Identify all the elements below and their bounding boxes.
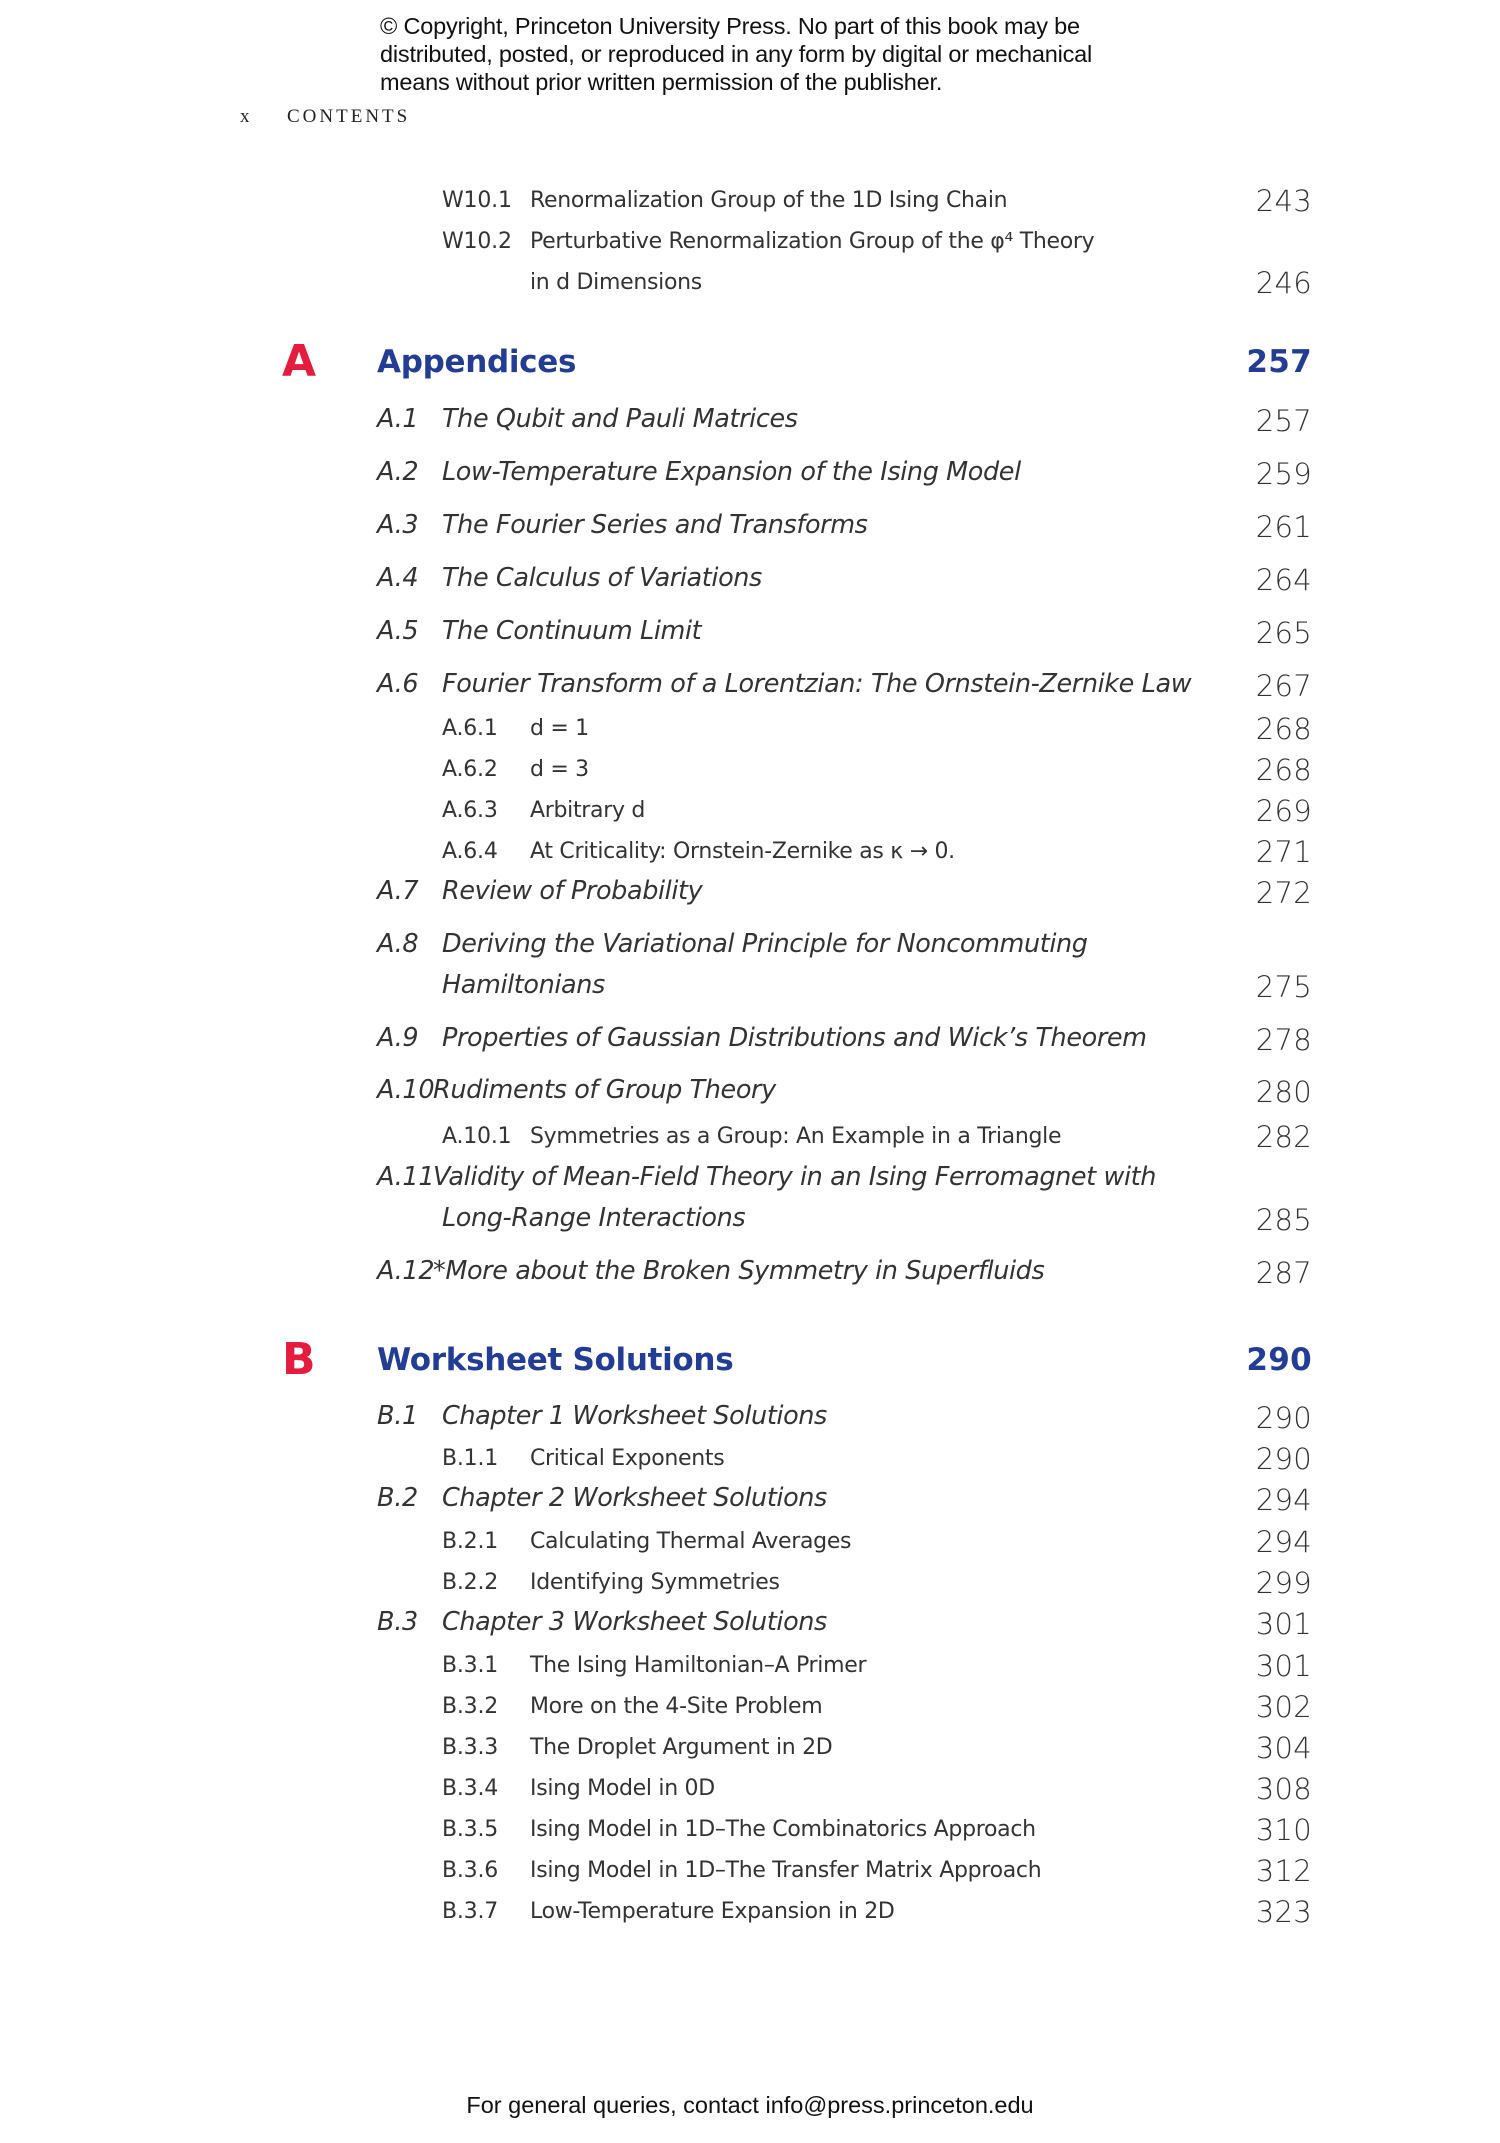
entry-number: A.7 <box>377 876 419 906</box>
entry-number: B.1 <box>377 1401 418 1431</box>
entry-number: B.3.6 <box>442 1858 499 1883</box>
entry-page: 280 <box>1255 1075 1312 1109</box>
copyright-line: means without prior written permission of the publisher. <box>380 69 943 95</box>
chapter-page: 290 <box>1246 1342 1312 1378</box>
entry-number: A.1 <box>377 404 419 434</box>
entry-page: 294 <box>1255 1525 1312 1559</box>
chapter-letter: B <box>282 1334 316 1385</box>
entry-page: 268 <box>1255 753 1312 787</box>
entry-title: Renormalization Group of the 1D Ising Chain <box>530 188 1008 213</box>
entry-number: B.3.7 <box>442 1899 499 1924</box>
entry-title: The Continuum Limit <box>442 616 702 646</box>
entry-title-continued: in d Dimensions <box>530 270 702 295</box>
entry-title-continued: Hamiltonians <box>442 970 605 1000</box>
entry-number: B.3 <box>377 1607 418 1637</box>
chapter-letter: A <box>282 336 317 387</box>
entry-page: 302 <box>1255 1690 1312 1724</box>
entry-page: 294 <box>1255 1483 1312 1517</box>
copyright-line: distributed, posted, or reproduced in any form by digital or mechanical <box>380 41 1093 67</box>
footer-contact: For general queries, contact info@press.princeton.edu <box>466 2092 1034 2118</box>
entry-title: Validity of Mean-Field Theory in an Ising Ferromagnet with <box>433 1162 1156 1192</box>
entry-title: Review of Probability <box>442 876 703 906</box>
entry-page: 290 <box>1255 1401 1312 1435</box>
entry-title: d = 1 <box>530 716 589 741</box>
entry-number: A.6.4 <box>442 839 498 864</box>
entry-page: 272 <box>1255 876 1312 910</box>
copyright-notice <box>380 12 1180 96</box>
entry-title: Calculating Thermal Averages <box>530 1529 852 1554</box>
entry-number: A.3 <box>377 510 419 540</box>
entry-title: Deriving the Variational Principle for Noncommuting <box>442 929 1088 959</box>
entry-page: 264 <box>1255 563 1312 597</box>
entry-number: B.3.4 <box>442 1776 499 1801</box>
entry-page: 268 <box>1255 712 1312 746</box>
entry-number: A.6.2 <box>442 757 498 782</box>
entry-page: 299 <box>1255 1566 1312 1600</box>
running-title: CONTENTS <box>287 106 411 127</box>
entry-page: 310 <box>1255 1813 1312 1847</box>
entry-title: The Droplet Argument in 2D <box>530 1735 833 1760</box>
entry-title: The Ising Hamiltonian–A Primer <box>530 1653 867 1678</box>
entry-title: The Qubit and Pauli Matrices <box>442 404 798 434</box>
chapter-title: Appendices <box>377 344 577 380</box>
entry-page: 285 <box>1255 1203 1312 1237</box>
entry-page: 267 <box>1255 669 1312 703</box>
entry-number: B.3.3 <box>442 1735 499 1760</box>
entry-title: Identifying Symmetries <box>530 1570 780 1595</box>
entry-title: At Criticality: Ornstein-Zernike as κ → 0. <box>530 839 955 864</box>
entry-number: A.4 <box>377 563 419 593</box>
entry-title: Ising Model in 1D–The Combinatorics Approach <box>530 1817 1036 1842</box>
entry-page: 246 <box>1255 266 1312 300</box>
entry-number: A.10.1 <box>442 1124 512 1149</box>
entry-number: A.6.3 <box>442 798 498 823</box>
entry-number: A.8 <box>377 929 419 959</box>
entry-title: Properties of Gaussian Distributions and Wick’s Theorem <box>442 1023 1147 1053</box>
entry-number: A.12 <box>377 1256 435 1286</box>
entry-number: A.2 <box>377 457 419 487</box>
entry-page: 301 <box>1255 1607 1312 1641</box>
entry-page: 282 <box>1255 1120 1312 1154</box>
chapter-page: 257 <box>1246 344 1312 380</box>
entry-page: 259 <box>1255 457 1312 491</box>
entry-number: A.5 <box>377 616 419 646</box>
entry-number: W10.1 <box>442 188 512 213</box>
entry-title: Chapter 2 Worksheet Solutions <box>442 1483 827 1513</box>
entry-title: Arbitrary d <box>530 798 646 823</box>
entry-page: 287 <box>1255 1256 1312 1290</box>
entry-number: B.1.1 <box>442 1446 499 1471</box>
entry-title: Ising Model in 1D–The Transfer Matrix Approach <box>530 1858 1042 1883</box>
entry-title: Chapter 1 Worksheet Solutions <box>442 1401 827 1431</box>
running-head <box>240 106 410 128</box>
entry-page: 269 <box>1255 794 1312 828</box>
entry-page: 261 <box>1255 510 1312 544</box>
entry-number: B.2.2 <box>442 1570 499 1595</box>
entry-page: 271 <box>1255 835 1312 869</box>
entry-page: 290 <box>1255 1442 1312 1476</box>
entry-title: Critical Exponents <box>530 1446 725 1471</box>
page-folio: x <box>240 106 253 127</box>
chapter-title: Worksheet Solutions <box>377 1342 734 1378</box>
entry-number: W10.2 <box>442 229 512 254</box>
entry-title: Low-Temperature Expansion in 2D <box>530 1899 895 1924</box>
entry-title: Symmetries as a Group: An Example in a Triangle <box>530 1124 1062 1149</box>
entry-page: 304 <box>1255 1731 1312 1765</box>
entry-number: B.3.5 <box>442 1817 499 1842</box>
entry-title: The Fourier Series and Transforms <box>442 510 868 540</box>
entry-page: 278 <box>1255 1023 1312 1057</box>
entry-title: More on the 4-Site Problem <box>530 1694 823 1719</box>
entry-page: 265 <box>1255 616 1312 650</box>
entry-title-continued: Long-Range Interactions <box>442 1203 746 1233</box>
copyright-line: © Copyright, Princeton University Press. No part of this book may be <box>380 13 1080 39</box>
entry-page: 308 <box>1255 1772 1312 1806</box>
entry-number: B.2.1 <box>442 1529 499 1554</box>
entry-page: 275 <box>1255 970 1312 1004</box>
entry-title: Rudiments of Group Theory <box>433 1075 776 1105</box>
entry-page: 243 <box>1255 184 1312 218</box>
entry-number: B.3.2 <box>442 1694 499 1719</box>
entry-page: 257 <box>1255 404 1312 438</box>
entry-number: A.9 <box>377 1023 419 1053</box>
entry-number: A.10 <box>377 1075 435 1105</box>
entry-number: A.11 <box>377 1162 435 1192</box>
entry-number: A.6 <box>377 669 419 699</box>
entry-title: Fourier Transform of a Lorentzian: The Ornstein-Zernike Law <box>442 669 1192 699</box>
entry-page: 312 <box>1255 1854 1312 1888</box>
entry-title: d = 3 <box>530 757 589 782</box>
entry-title: Chapter 3 Worksheet Solutions <box>442 1607 827 1637</box>
entry-title: *More about the Broken Symmetry in Superfluids <box>433 1256 1045 1286</box>
entry-title: The Calculus of Variations <box>442 563 762 593</box>
entry-title: Low-Temperature Expansion of the Ising Model <box>442 457 1021 487</box>
entry-number: B.2 <box>377 1483 418 1513</box>
entry-title: Perturbative Renormalization Group of the φ⁴ Theory <box>530 229 1095 254</box>
entry-page: 323 <box>1255 1895 1312 1929</box>
entry-number: A.6.1 <box>442 716 498 741</box>
entry-number: B.3.1 <box>442 1653 499 1678</box>
entry-page: 301 <box>1255 1649 1312 1683</box>
entry-title: Ising Model in 0D <box>530 1776 715 1801</box>
